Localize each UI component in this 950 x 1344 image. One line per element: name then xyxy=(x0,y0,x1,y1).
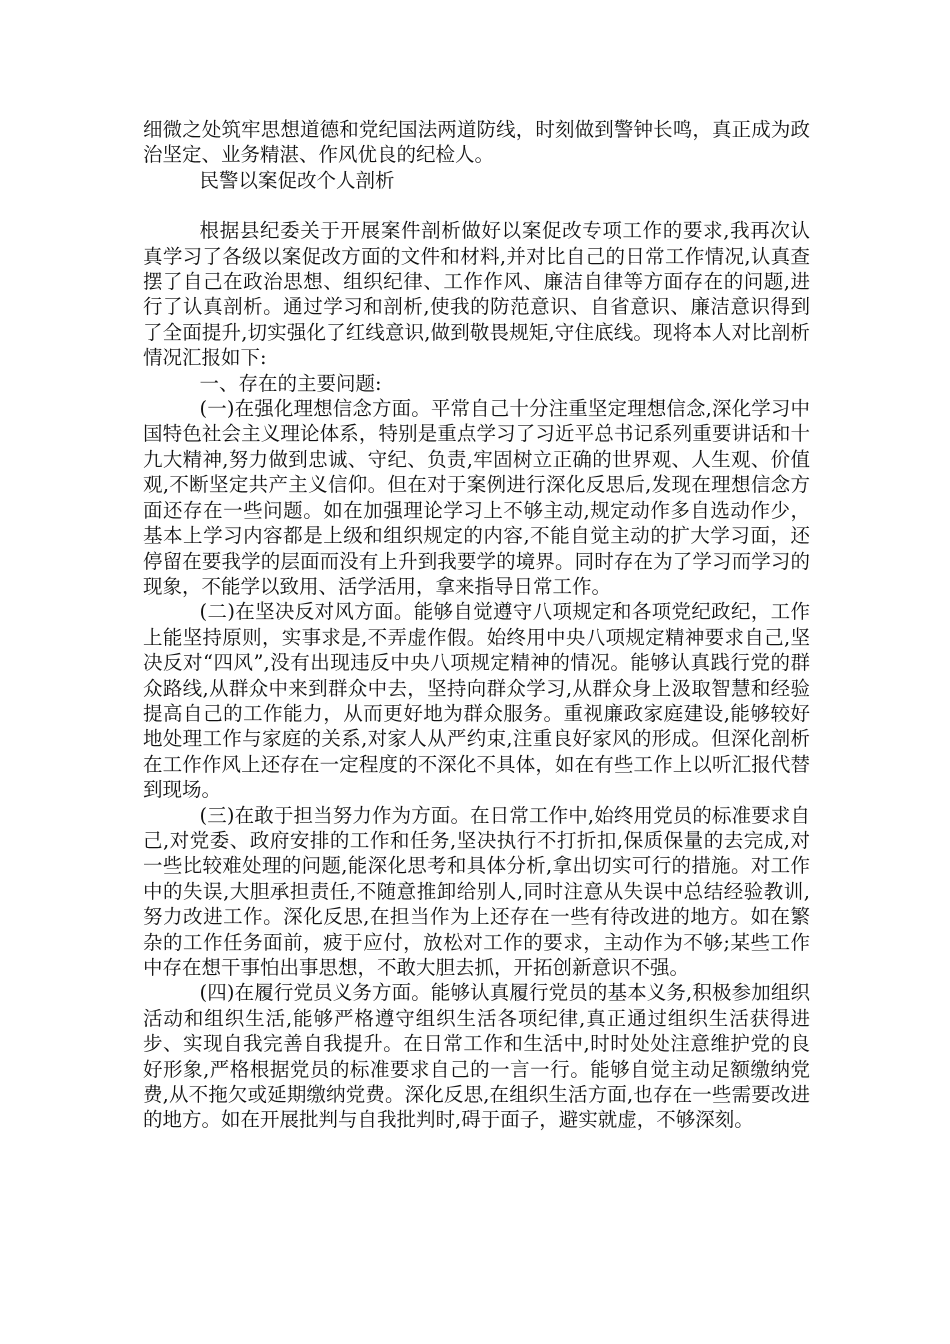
paragraph-item-1: (一)在强化理想信念方面。平常自己十分注重坚定理想信念,深化学习中国特色社会主义理论体系，特别是重点学习了习近平总书记系列重要讲话和十九大精神,努力做到忠诚、守纪、负责,牢固树立正确的世界观、人生观、价值观,不断坚定共产主义信仰。但在对于案例进行深化反思后,发现在理想信念方面还存在一些问题。如在加强理论学习上不够主动,规定动作多自选动作少，基本上学习内容都是上级和组织规定的内容,不能自觉主动的扩大学习面，还停留在要我学的层面而没有上升到我要学的境界。同时存在为了学习而学习的现象，不能学以致用、活学活用，拿来指导日常工作。 xyxy=(143,397,810,598)
paragraph-item-4: (四)在履行党员义务方面。能够认真履行党员的基本义务,积极参加组织活动和组织生活,能够严格遵守组织生活各项纪律,真正通过组织生活获得进步、实现自我完善自我提升。在日常工作和生活中,时时处处注意维护党的良好形象,严格根据党员的标准要求自己的一言一行。能够自觉主动足额缴纳党费,从不拖欠或延期缴纳党费。深化反思,在组织生活方面,也存在一些需要改进的地方。如在开展批判与自我批判时,碍于面子，避实就虚，不够深刻。 xyxy=(143,981,810,1132)
paragraph-item-2: (二)在坚决反对风方面。能够自觉遵守八项规定和各项党纪政纪，工作上能坚持原则，实事求是,不弄虚作假。始终用中央八项规定精神要求自己,坚决反对“四风”,没有出现违反中央八项规定精神的情况。能够认真践行党的群众路线,从群众中来到群众中去，坚持向群众学习,从群众身上汲取智慧和经验提高自己的工作能力，从而更好地为群众服务。重视廉政家庭建设,能够较好地处理工作与家庭的关系,对家人从严约束,注重良好家风的形成。但深化剖析在工作作风上还存在一定程度的不深化不具体，如在有些工作上以听汇报代替到现场。 xyxy=(143,600,810,802)
section-title: 民警以案促改个人剖析 xyxy=(199,168,395,192)
paragraph-continuation: 细微之处筑牢思想道德和党纪国法两道防线，时刻做到警钟长鸣，真正成为政治坚定、业务精湛、作风优良的纪检人。 xyxy=(143,118,810,167)
document-page xyxy=(143,117,810,1133)
section-heading: 一、存在的主要问题: xyxy=(199,371,382,395)
paragraph-item-3: (三)在敢于担当努力作为方面。在日常工作中,始终用党员的标准要求自己,对党委、政府安排的工作和任务,坚决执行不打折扣,保质保量的去完成,对一些比较难处理的问题,能深化思考和具体分析,拿出切实可行的措施。对工作中的失误,大胆承担责任,不随意推卸给别人,同时注意从失误中总结经验教训,努力改进工作。深化反思,在担当作为上还存在一些有待改进的地方。如在繁杂的工作任务面前，疲于应付，放松对工作的要求，主动作为不够;某些工作中存在想干事怕出事思想，不敢大胆去抓，开拓创新意识不强。 xyxy=(143,803,810,979)
paragraph-intro: 根据县纪委关于开展案件剖析做好以案促改专项工作的要求,我再次认真学习了各级以案促改方面的文件和材料,并对比自己的日常工作情况,认真查摆了自己在政治思想、组织纪律、工作作风、廉洁自律等方面存在的问题,进行了认真剖析。通过学习和剖析,使我的防范意识、自省意识、廉洁意识得到了全面提升,切实强化了红线意识,做到敬畏规矩,守住底线。现将本人对比剖析情况汇报如下: xyxy=(143,219,810,370)
